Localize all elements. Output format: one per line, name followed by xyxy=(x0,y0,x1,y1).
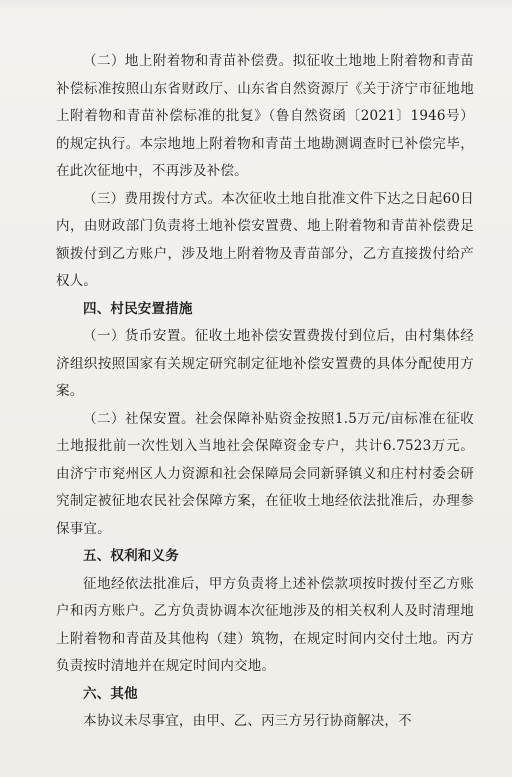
document-body xyxy=(56,48,474,736)
paragraph-monetary-resettlement: （一）货币安置。征收土地补偿安置费拨付到位后，由村集体经济组织按照国家有关规定研究制定征地补偿安置费的具体分配使用方案。 xyxy=(56,328,474,399)
paragraph-attachment-compensation: （二）地上附着物和青苗补偿费。拟征收土地地上附着物和青苗补偿标准按照山东省财政厅、山东省自然资源厅《关于济宁市征地地上附着物和青苗补偿标准的批复》（鲁自然资函〔2021〕1946号）的规定执行。本宗地地上附着物和青苗土地勘测调查时已补偿完毕，在此次征地中，不再涉及补偿。 xyxy=(56,53,474,179)
heading-rights-obligations: 五、权利和义务 xyxy=(83,548,179,564)
paragraph-rights-obligations: 征地经依法批准后，甲方负责将上述补偿款项按时拨付至乙方账户和丙方账户。乙方负责协调本次征地涉及的相关权利人及时清理地上附着物和青苗及其他构（建）筑物，在规定时间内交付土地。丙方负责按时清地并在规定时间内交地。 xyxy=(56,575,474,674)
paragraph-other: 本协议未尽事宜，由甲、乙、丙三方另行协商解决，不 xyxy=(83,713,412,729)
paragraph-social-security: （二）社保安置。社会保障补贴资金按照1.5万元/亩标准在征收土地报批前一次性划入当地社会保障资金专户，共计6.7523万元。由济宁市兖州区人力资源和社会保障局会同新驿镇义和庄村村委会研究制定被征地农民社会保障方案，在征收土地经依法批准后，办理参保事宜。 xyxy=(56,410,474,537)
heading-villager-resettlement: 四、村民安置措施 xyxy=(83,300,193,317)
paragraph-payment-method: （三）费用拨付方式。本次征收土地自批准文件下达之日起60日内，由财政部门负责将土地补偿安置费、地上附着物和青苗补偿费足额拨付到乙方账户，涉及地上附着物及青苗部分，乙方直接拨付给产权人。 xyxy=(56,190,474,289)
heading-other: 六、其他 xyxy=(83,685,138,702)
page-shadow xyxy=(0,0,512,10)
